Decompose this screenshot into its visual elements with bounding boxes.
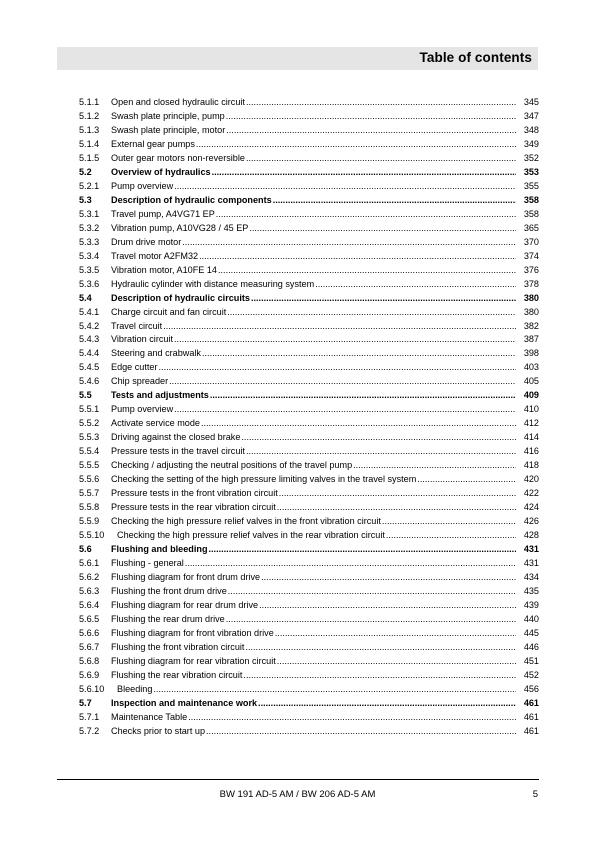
toc-entry[interactable] — [79, 138, 539, 152]
toc-entry-number: 5.5.6 — [79, 474, 100, 485]
toc-entry[interactable] — [79, 571, 539, 585]
toc-entry-page: 426 — [523, 516, 539, 527]
toc-entry-title: Pump overview — [111, 404, 174, 415]
toc-entry-title: Flushing and bleeding — [111, 544, 208, 554]
toc-entry-number: 5.5.10 — [79, 530, 105, 541]
toc-entry-page: 374 — [523, 250, 539, 261]
toc-entry-number: 5.1.4 — [79, 138, 100, 149]
toc-entry-page: 387 — [523, 334, 539, 345]
toc-entry-page: 461 — [523, 697, 539, 708]
toc-entry-number: 5.6.4 — [79, 599, 100, 610]
toc-entry-page: 446 — [523, 641, 539, 652]
toc-entry-page: 440 — [523, 613, 539, 624]
toc-entry-number: 5.6.6 — [79, 627, 100, 638]
toc-dot-leader — [202, 347, 516, 361]
toc-entry-page: 452 — [523, 669, 539, 680]
toc-entry-number: 5.7 — [79, 697, 92, 708]
toc-entry-number: 5.3.1 — [79, 208, 100, 219]
toc-entry-title: Activate service mode — [111, 418, 200, 429]
toc-entry-number: 5.4.6 — [79, 376, 100, 387]
toc-entry[interactable] — [79, 557, 539, 571]
toc-entry-page: 370 — [523, 236, 539, 247]
toc-entry[interactable] — [79, 529, 539, 543]
toc-entry-title: Checking / adjusting the neutral positions of the travel pump — [111, 460, 353, 471]
toc-entry-page: 410 — [523, 404, 539, 415]
toc-entry-number: 5.5.3 — [79, 432, 100, 443]
toc-entry[interactable] — [79, 683, 539, 697]
footer-document-title: BW 191 AD-5 AM / BW 206 AD-5 AM — [219, 789, 376, 800]
toc-entry[interactable] — [79, 697, 539, 711]
table-of-contents — [79, 96, 539, 739]
toc-entry-title: Flushing the rear vibration circuit — [111, 669, 243, 680]
toc-entry[interactable] — [79, 250, 539, 264]
toc-dot-leader — [246, 152, 516, 166]
toc-entry-page: 380 — [523, 292, 539, 303]
toc-entry-number: 5.5.8 — [79, 502, 100, 513]
toc-entry-title: Charge circuit and fan circuit — [111, 306, 227, 317]
toc-entry-number: 5.5.1 — [79, 404, 100, 415]
toc-entry-page: 347 — [523, 110, 539, 121]
toc-entry-number: 5.1.1 — [79, 97, 100, 107]
toc-dot-leader — [226, 124, 516, 138]
toc-entry-title: Travel pump, A4VG71 EP — [111, 208, 215, 219]
toc-dot-leader — [228, 585, 516, 599]
toc-entry-page: 409 — [523, 390, 539, 401]
toc-dot-leader — [209, 543, 517, 557]
toc-entry-page: 418 — [523, 460, 539, 471]
toc-entry-title: Pressure tests in the front vibration circuit — [111, 488, 278, 499]
toc-entry[interactable] — [79, 124, 539, 138]
toc-dot-leader — [188, 711, 516, 725]
toc-dot-leader — [246, 96, 516, 110]
toc-dot-leader — [243, 669, 516, 683]
toc-entry[interactable] — [79, 292, 539, 306]
toc-entry-title: Checks prior to start up — [111, 725, 206, 736]
toc-entry-title: Flushing diagram for front vibration drive — [111, 627, 274, 638]
toc-entry-title: Flushing the front vibration circuit — [111, 641, 245, 652]
toc-entry-number: 5.4 — [79, 292, 92, 303]
toc-dot-leader — [277, 655, 516, 669]
toc-dot-leader — [245, 641, 516, 655]
toc-entry[interactable] — [79, 515, 539, 529]
toc-entry[interactable] — [79, 599, 539, 613]
toc-entry-number: 5.5.2 — [79, 418, 100, 429]
toc-entry-page: 348 — [523, 124, 539, 135]
toc-entry[interactable] — [79, 222, 539, 236]
toc-entry-title: Flushing diagram for rear drum drive — [111, 599, 259, 610]
toc-entry-number: 5.1.3 — [79, 124, 100, 135]
toc-entry[interactable] — [79, 320, 539, 334]
toc-dot-leader — [273, 194, 516, 208]
toc-dot-leader — [185, 557, 516, 571]
header-bar — [57, 47, 538, 70]
toc-entry-title: Outer gear motors non-reversible — [111, 152, 245, 163]
toc-entry-title: Vibration circuit — [111, 334, 173, 345]
toc-entry-title: Maintenance Table — [111, 711, 188, 722]
toc-entry-page: 451 — [523, 655, 539, 666]
toc-entry-title: Travel circuit — [111, 320, 163, 331]
toc-entry[interactable] — [79, 669, 539, 683]
toc-dot-leader — [275, 627, 516, 641]
toc-entry-title: Checking the high pressure relief valves in the rear vibration circuit — [117, 530, 385, 541]
toc-entry[interactable] — [79, 278, 539, 292]
toc-entry-title: Pump overview — [111, 180, 174, 191]
toc-entry[interactable] — [79, 459, 539, 473]
toc-entry-title: Checking the high pressure relief valves in the front vibration circuit — [111, 516, 381, 527]
toc-entry-title: Flushing the rear drum drive — [111, 613, 225, 624]
toc-entry-number: 5.7.1 — [79, 711, 100, 722]
toc-entry-number: 5.4.1 — [79, 306, 100, 317]
toc-dot-leader — [259, 599, 516, 613]
toc-entry[interactable] — [79, 333, 539, 347]
toc-entry-title: Flushing the front drum drive — [111, 585, 227, 596]
toc-entry-title: Steering and crabwalk — [111, 348, 201, 359]
toc-entry[interactable] — [79, 389, 539, 403]
toc-entry-title: Open and closed hydraulic circuit — [111, 97, 245, 107]
footer-divider — [57, 779, 539, 780]
toc-entry-number: 5.1.2 — [79, 110, 100, 121]
toc-entry-page: 353 — [523, 166, 539, 177]
toc-entry-title: External gear pumps — [111, 138, 195, 149]
toc-entry-page: 345 — [523, 97, 539, 107]
toc-entry-page: 431 — [523, 557, 539, 568]
toc-entry-number: 5.6.10 — [79, 683, 105, 694]
toc-entry[interactable] — [79, 613, 539, 627]
toc-dot-leader — [196, 138, 516, 152]
toc-entry-number: 5.5.5 — [79, 460, 100, 471]
toc-entry-number: 5.2 — [79, 166, 92, 177]
toc-entry[interactable] — [79, 166, 539, 180]
toc-entry-page: 456 — [523, 683, 539, 694]
toc-entry-title: Pressure tests in the rear vibration circuit — [111, 502, 276, 513]
toc-entry-page: 352 — [523, 152, 539, 163]
toc-dot-leader — [353, 459, 516, 473]
toc-entry-number: 5.4.3 — [79, 334, 100, 345]
toc-entry-title: Description of hydraulic components — [111, 194, 272, 205]
toc-entry[interactable] — [79, 711, 539, 725]
toc-entry-title: Hydraulic cylinder with distance measuring system — [111, 278, 315, 289]
toc-entry-title: Vibration motor, A10FE 14 — [111, 264, 217, 275]
toc-entry-page: 435 — [523, 585, 539, 596]
toc-entry[interactable] — [79, 501, 539, 515]
toc-entry-page: 428 — [523, 530, 539, 541]
toc-entry[interactable] — [79, 543, 539, 557]
toc-entry-page: 414 — [523, 432, 539, 443]
toc-entry[interactable] — [79, 417, 539, 431]
toc-dot-leader — [279, 487, 516, 501]
toc-entry[interactable] — [79, 655, 539, 669]
toc-entry-number: 5.6 — [79, 544, 92, 554]
toc-entry-page: 405 — [523, 376, 539, 387]
toc-entry-page: 376 — [523, 264, 539, 275]
toc-entry-page: 349 — [523, 138, 539, 149]
toc-dot-leader — [174, 403, 516, 417]
toc-entry[interactable] — [79, 96, 539, 110]
toc-entry-title: Driving against the closed brake — [111, 432, 241, 443]
toc-entry[interactable] — [79, 473, 539, 487]
toc-entry-number: 5.1.5 — [79, 152, 100, 163]
toc-dot-leader — [210, 389, 516, 403]
toc-dot-leader — [218, 264, 516, 278]
page-title: Table of contents — [419, 50, 532, 65]
toc-dot-leader — [174, 180, 516, 194]
toc-entry-number: 5.6.5 — [79, 613, 100, 624]
toc-entry[interactable] — [79, 487, 539, 501]
toc-entry-number: 5.4.4 — [79, 348, 100, 359]
toc-entry[interactable] — [79, 152, 539, 166]
toc-entry-number: 5.3.3 — [79, 236, 100, 247]
toc-entry-title: Tests and adjustments — [111, 390, 209, 401]
toc-entry-title: Chip spreader — [111, 376, 169, 387]
toc-entry[interactable] — [79, 347, 539, 361]
toc-dot-leader — [163, 320, 516, 334]
toc-dot-leader — [201, 417, 516, 431]
toc-entry-page: 416 — [523, 446, 539, 457]
toc-entry-number: 5.5.9 — [79, 516, 100, 527]
toc-entry-page: 398 — [523, 348, 539, 359]
toc-entry-page: 439 — [523, 599, 539, 610]
toc-entry[interactable] — [79, 361, 539, 375]
toc-entry-title: Swash plate principle, motor — [111, 124, 226, 135]
toc-entry-page: 445 — [523, 627, 539, 638]
toc-entry-number: 5.6.9 — [79, 669, 100, 680]
toc-entry[interactable] — [79, 236, 539, 250]
toc-entry-title: Description of hydraulic circuits — [111, 292, 250, 303]
toc-entry-number: 5.3 — [79, 194, 92, 205]
toc-entry-number: 5.6.3 — [79, 585, 100, 596]
toc-entry[interactable] — [79, 403, 539, 417]
toc-entry[interactable] — [79, 208, 539, 222]
toc-entry[interactable] — [79, 585, 539, 599]
toc-dot-leader — [241, 431, 516, 445]
toc-entry[interactable] — [79, 445, 539, 459]
toc-entry[interactable] — [79, 375, 539, 389]
toc-dot-leader — [169, 375, 516, 389]
toc-entry-page: 382 — [523, 320, 539, 331]
toc-entry-page: 431 — [523, 544, 539, 554]
toc-entry-number: 5.3.2 — [79, 222, 100, 233]
toc-entry-title: Overview of hydraulics — [111, 166, 211, 177]
toc-entry[interactable] — [79, 306, 539, 320]
toc-entry-page: 422 — [523, 488, 539, 499]
toc-entry-page: 461 — [523, 711, 539, 722]
toc-dot-leader — [159, 361, 516, 375]
toc-entry-page: 380 — [523, 306, 539, 317]
toc-dot-leader — [216, 208, 516, 222]
toc-dot-leader — [226, 613, 516, 627]
toc-entry-number: 5.6.8 — [79, 655, 100, 666]
toc-entry-title: Edge cutter — [111, 362, 158, 373]
toc-dot-leader — [182, 236, 516, 250]
toc-entry-title: Bleeding — [117, 683, 153, 694]
toc-entry-number: 5.3.6 — [79, 278, 100, 289]
toc-dot-leader — [382, 515, 516, 529]
toc-dot-leader — [199, 250, 516, 264]
toc-entry[interactable] — [79, 627, 539, 641]
toc-dot-leader — [315, 278, 516, 292]
toc-entry[interactable] — [79, 264, 539, 278]
footer-page-number: 5 — [532, 789, 538, 800]
toc-entry-title: Checking the setting of the high pressure limiting valves in the travel system — [111, 474, 417, 485]
toc-entry-title: Vibration pump, A10VG28 / 45 EP — [111, 222, 249, 233]
toc-dot-leader — [206, 725, 516, 739]
toc-entry-number: 5.5.4 — [79, 446, 100, 457]
toc-entry[interactable] — [79, 194, 539, 208]
toc-dot-leader — [249, 222, 516, 236]
toc-entry-page: 420 — [523, 474, 539, 485]
toc-entry-page: 403 — [523, 362, 539, 373]
toc-entry-title: Travel motor A2FM32 — [111, 250, 199, 261]
toc-dot-leader — [174, 333, 516, 347]
toc-dot-leader — [226, 110, 516, 124]
toc-entry-page: 424 — [523, 502, 539, 513]
toc-entry-number: 5.7.2 — [79, 725, 100, 736]
toc-entry-number: 5.3.5 — [79, 264, 100, 275]
toc-entry-number: 5.6.7 — [79, 641, 100, 652]
toc-entry-title: Flushing diagram for front drum drive — [111, 571, 261, 582]
toc-dot-leader — [251, 292, 516, 306]
toc-dot-leader — [212, 166, 516, 180]
toc-dot-leader — [227, 306, 516, 320]
toc-entry-page: 355 — [523, 180, 539, 191]
toc-dot-leader — [277, 501, 516, 515]
toc-entry[interactable] — [79, 725, 539, 739]
toc-entry-number: 5.5 — [79, 390, 92, 401]
toc-entry-number: 5.6.2 — [79, 571, 100, 582]
toc-entry[interactable] — [79, 110, 539, 124]
toc-entry-page: 378 — [523, 278, 539, 289]
toc-entry-title: Drum drive motor — [111, 236, 182, 247]
toc-entry-page: 358 — [523, 194, 539, 205]
toc-entry-title: Inspection and maintenance work — [111, 697, 258, 708]
toc-dot-leader — [417, 473, 516, 487]
toc-entry-number: 5.5.7 — [79, 488, 100, 499]
toc-entry-number: 5.3.4 — [79, 250, 100, 261]
toc-dot-leader — [386, 529, 516, 543]
toc-entry[interactable] — [79, 431, 539, 445]
toc-entry-number: 5.4.2 — [79, 320, 100, 331]
toc-entry-title: Pressure tests in the travel circuit — [111, 446, 245, 457]
toc-entry-page: 365 — [523, 222, 539, 233]
toc-entry-number: 5.4.5 — [79, 362, 100, 373]
toc-entry-page: 461 — [523, 725, 539, 736]
toc-entry-title: Flushing - general — [111, 557, 184, 568]
toc-dot-leader — [258, 697, 516, 711]
toc-dot-leader — [153, 683, 516, 697]
toc-entry-title: Flushing diagram for rear vibration circuit — [111, 655, 276, 666]
toc-dot-leader — [246, 445, 516, 459]
toc-entry-page: 412 — [523, 418, 539, 429]
toc-entry-number: 5.6.1 — [79, 557, 100, 568]
toc-dot-leader — [261, 571, 516, 585]
toc-entry-page: 358 — [523, 208, 539, 219]
toc-entry-title: Swash plate principle, pump — [111, 110, 225, 121]
toc-entry[interactable] — [79, 641, 539, 655]
toc-entry[interactable] — [79, 180, 539, 194]
toc-entry-page: 434 — [523, 571, 539, 582]
toc-entry-number: 5.2.1 — [79, 180, 100, 191]
